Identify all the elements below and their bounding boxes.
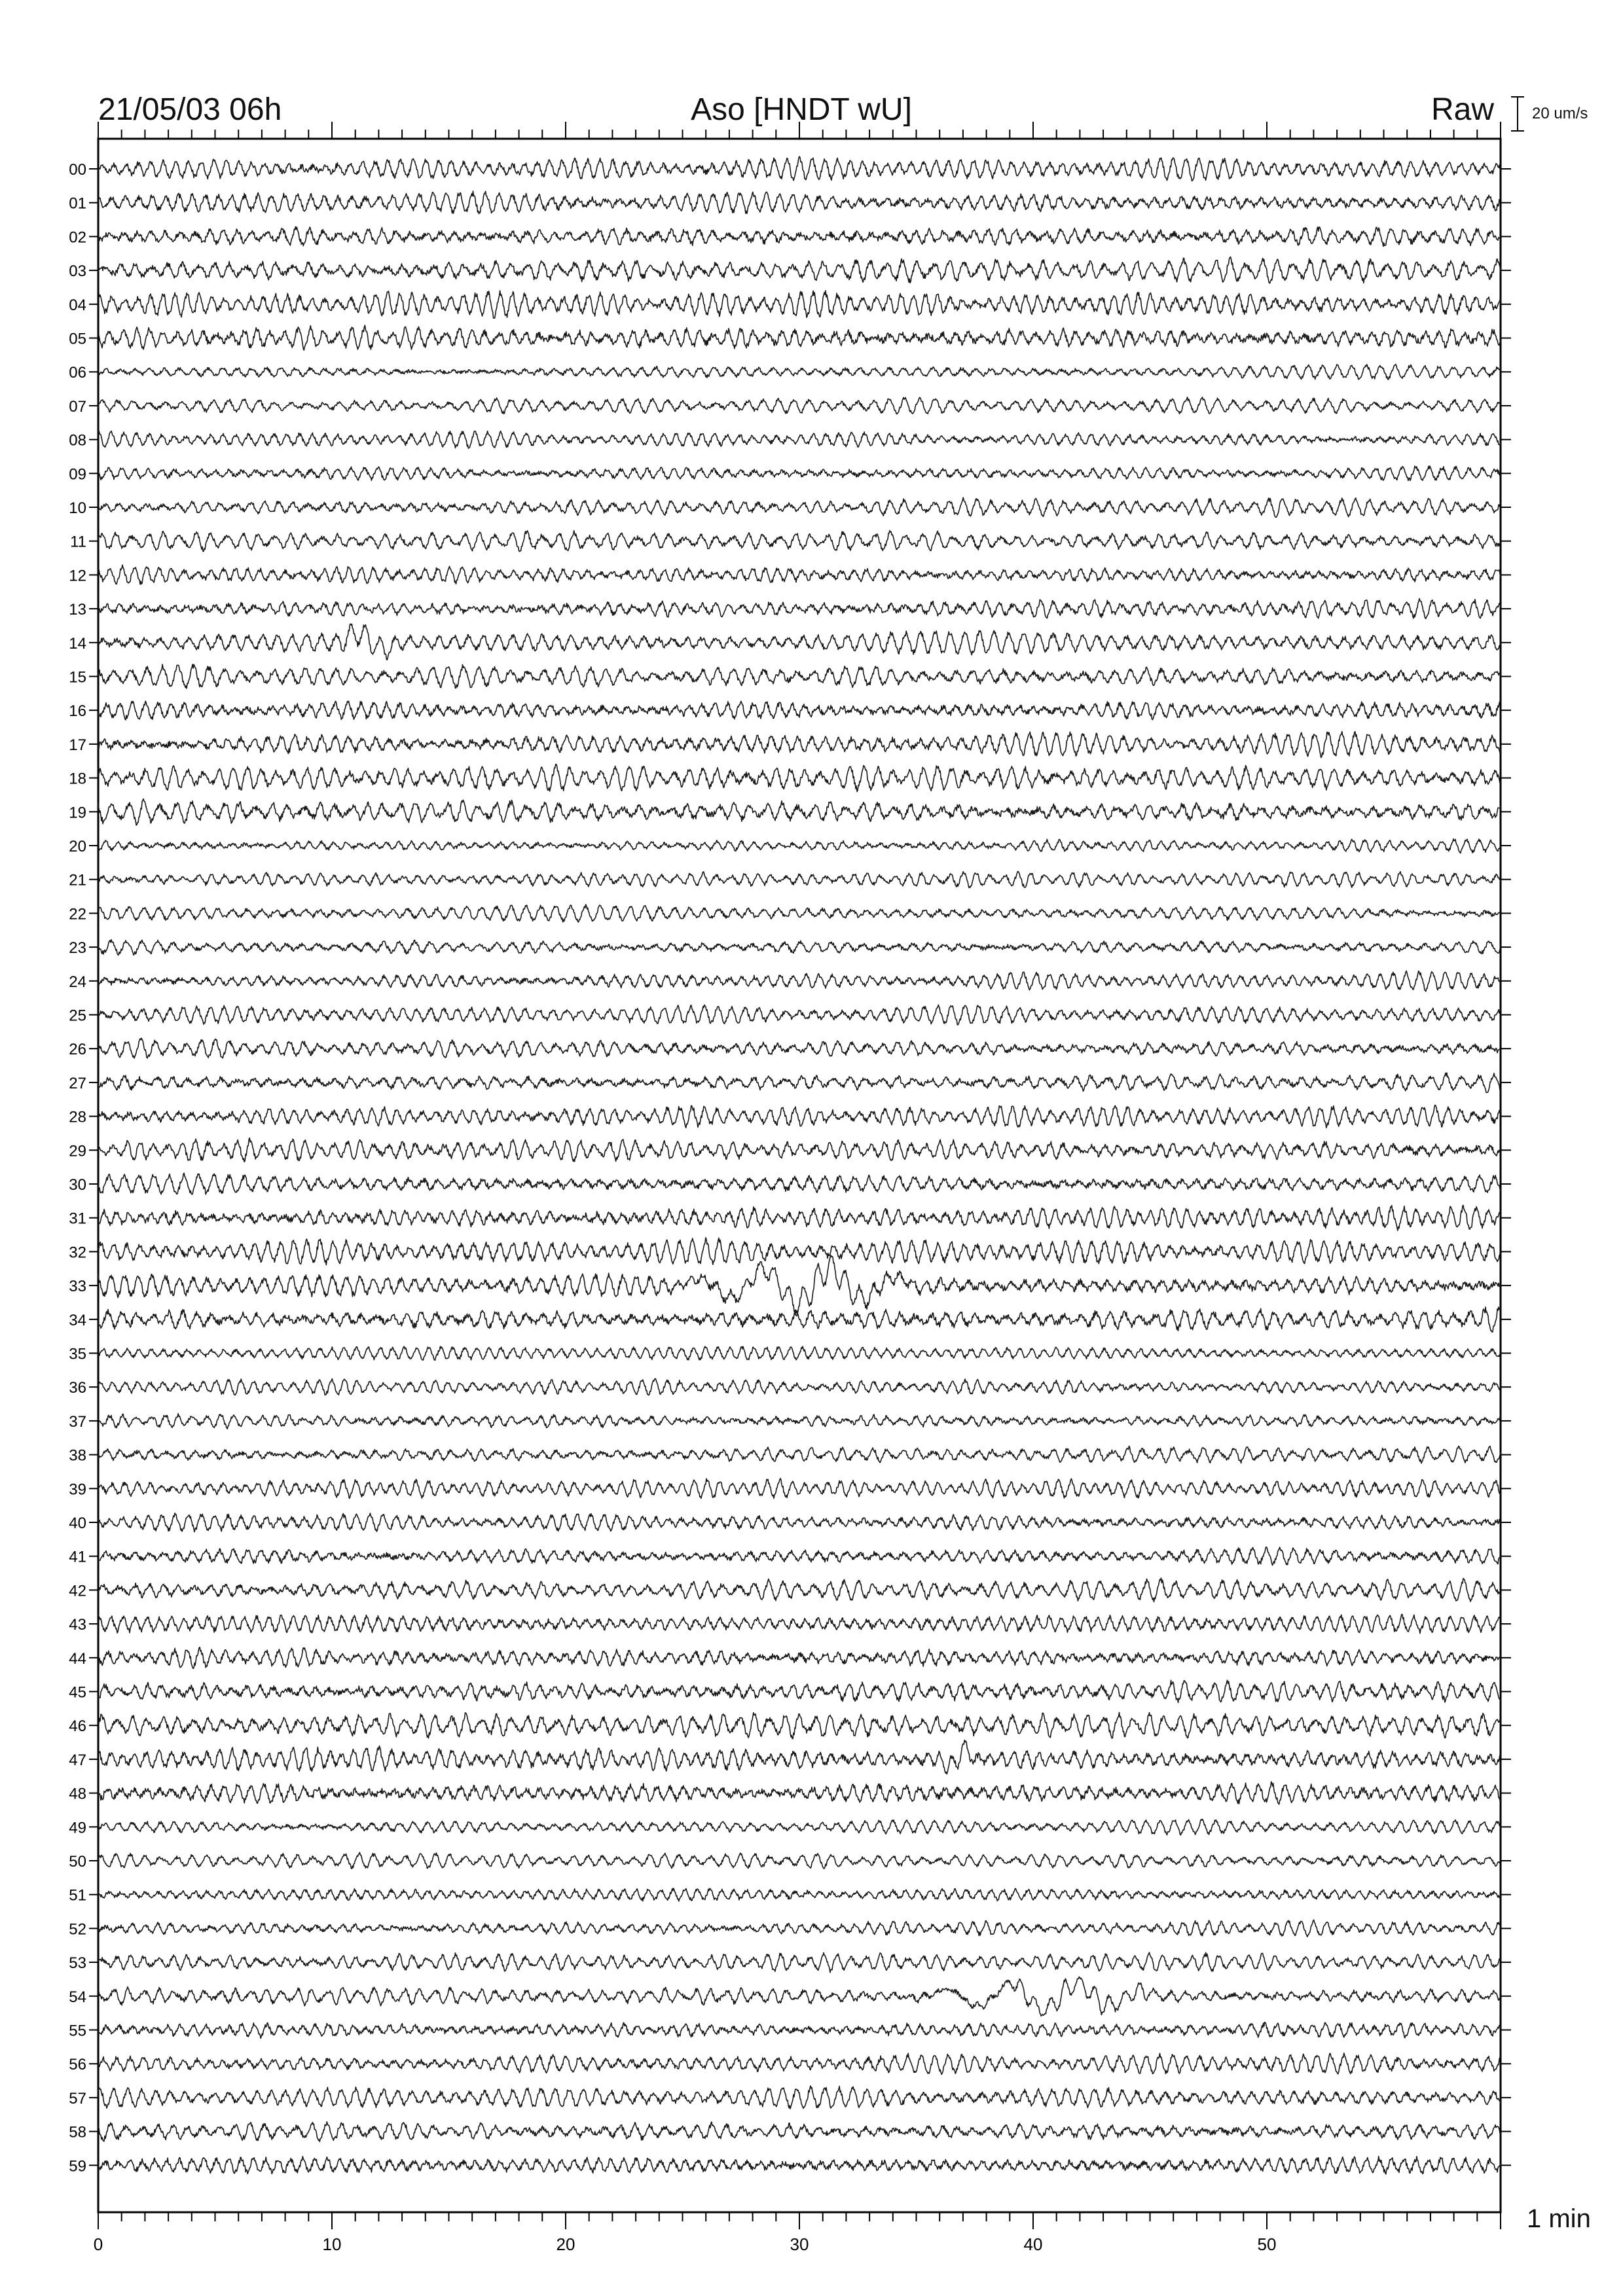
x-tick-label: 10 — [322, 2234, 342, 2254]
row-label: 26 — [69, 1041, 86, 1059]
x-tick-label: 0 — [93, 2234, 103, 2254]
trace-row — [98, 599, 1501, 619]
row-label: 05 — [69, 330, 86, 348]
trace-row — [98, 1513, 1501, 1532]
row-label: 21 — [69, 871, 86, 889]
trace-row — [98, 701, 1501, 720]
trace-row — [98, 156, 1501, 181]
trace-row — [98, 2086, 1501, 2109]
trace-row — [98, 2053, 1501, 2075]
date-title: 21/05/03 06h — [98, 92, 282, 127]
row-label: 34 — [69, 1311, 86, 1329]
mode-label: Raw — [1431, 92, 1495, 127]
trace-row — [98, 365, 1501, 380]
x-tick-label: 50 — [1257, 2234, 1277, 2254]
trace-row — [98, 872, 1501, 888]
row-label: 54 — [69, 1988, 86, 2006]
row-label: 06 — [69, 364, 86, 382]
trace-row — [98, 624, 1501, 660]
trace-row — [98, 1712, 1501, 1738]
row-label: 38 — [69, 1446, 86, 1465]
row-label: 45 — [69, 1683, 86, 1702]
row-label: 24 — [69, 973, 86, 991]
trace-row — [98, 1614, 1501, 1633]
trace-row — [98, 191, 1501, 214]
row-label: 59 — [69, 2157, 86, 2176]
trace-row — [98, 226, 1501, 246]
trace-row — [98, 764, 1501, 792]
trace-row — [98, 1346, 1501, 1360]
trace-row — [98, 1073, 1501, 1092]
row-label: 22 — [69, 905, 86, 924]
row-label: 52 — [69, 1920, 86, 1939]
trace-row — [98, 1105, 1501, 1128]
row-label: 29 — [69, 1142, 86, 1160]
trace-row — [98, 905, 1501, 922]
trace-row — [98, 291, 1501, 318]
trace-row — [98, 1479, 1501, 1499]
row-label: 14 — [69, 634, 86, 653]
row-label: 18 — [69, 770, 86, 788]
row-label: 28 — [69, 1108, 86, 1126]
trace-row — [98, 397, 1501, 414]
trace-row — [98, 565, 1501, 584]
row-label: 08 — [69, 431, 86, 450]
row-label: 51 — [69, 1886, 86, 1905]
trace-row — [98, 1205, 1501, 1230]
row-label: 56 — [69, 2056, 86, 2074]
trace-row — [98, 2022, 1501, 2039]
trace-row — [98, 1238, 1501, 1265]
trace-row — [98, 940, 1501, 956]
x-tick-label: 40 — [1023, 2234, 1043, 2254]
row-label: 33 — [69, 1278, 86, 1296]
row-label: 49 — [69, 1819, 86, 1837]
row-label: 37 — [69, 1412, 86, 1431]
trace-row — [98, 531, 1501, 552]
row-label: 50 — [69, 1853, 86, 1871]
trace-row — [98, 325, 1501, 350]
row-label: 47 — [69, 1751, 86, 1769]
trace-row — [98, 1038, 1501, 1058]
trace-row — [98, 1888, 1501, 1901]
row-label: 15 — [69, 668, 86, 687]
row-label: 17 — [69, 736, 86, 754]
row-label: 55 — [69, 2022, 86, 2040]
row-label: 00 — [69, 161, 86, 179]
trace-row — [98, 466, 1501, 480]
row-label: 40 — [69, 1515, 86, 1532]
trace-row — [98, 664, 1501, 689]
trace-row — [98, 732, 1501, 758]
trace-row — [98, 1414, 1501, 1429]
row-label: 32 — [69, 1244, 86, 1262]
trace-row — [98, 1378, 1501, 1395]
trace-row — [98, 1307, 1501, 1332]
row-label: 02 — [69, 228, 86, 247]
trace-row — [98, 1005, 1501, 1025]
trace-row — [98, 2157, 1501, 2174]
trace-row — [98, 1977, 1501, 2016]
plot-frame — [98, 139, 1501, 2212]
row-label: 36 — [69, 1379, 86, 1397]
row-label: 41 — [69, 1548, 86, 1566]
row-label: 30 — [69, 1176, 86, 1194]
scale-label: 20 um/s — [1532, 105, 1588, 122]
row-label: 42 — [69, 1582, 86, 1600]
trace-row — [98, 1952, 1501, 1973]
row-label: 11 — [70, 533, 86, 551]
row-label: 25 — [69, 1007, 86, 1025]
x-tick-label: 30 — [790, 2234, 809, 2254]
trace-row — [98, 1578, 1501, 1602]
trace-row — [98, 971, 1501, 991]
trace-row — [98, 497, 1501, 517]
trace-row — [98, 1255, 1501, 1316]
row-label: 46 — [69, 1717, 86, 1736]
row-label: 43 — [69, 1616, 86, 1634]
trace-row — [98, 1852, 1501, 1869]
trace-row — [98, 1782, 1501, 1804]
row-label: 57 — [69, 2089, 86, 2108]
row-label: 44 — [69, 1649, 86, 1668]
row-label: 01 — [69, 194, 86, 213]
row-label: 27 — [69, 1074, 86, 1092]
row-label: 35 — [69, 1345, 86, 1363]
trace-row — [98, 1820, 1501, 1835]
trace-row — [98, 1138, 1501, 1162]
row-label: 58 — [69, 2123, 86, 2142]
trace-row — [98, 839, 1501, 853]
row-label: 03 — [69, 262, 86, 281]
trace-row — [98, 1920, 1501, 1937]
row-label: 13 — [69, 601, 86, 619]
trace-row — [98, 2122, 1501, 2142]
trace-row — [98, 431, 1501, 448]
trace-row — [98, 1547, 1501, 1566]
station-title: Aso [HNDT wU] — [691, 92, 912, 127]
row-label: 04 — [69, 296, 86, 314]
x-tick-label: 20 — [556, 2234, 575, 2254]
row-label: 10 — [69, 499, 86, 517]
trace-row — [98, 257, 1501, 283]
trace-row — [98, 1446, 1501, 1463]
row-label: 09 — [69, 465, 86, 484]
trace-row — [98, 1173, 1501, 1194]
trace-row — [98, 799, 1501, 825]
row-label: 19 — [69, 804, 86, 822]
row-label: 53 — [69, 1954, 86, 1973]
trace-row — [98, 1647, 1501, 1669]
trace-row — [98, 1680, 1501, 1702]
row-label: 20 — [69, 838, 86, 855]
row-label: 23 — [69, 939, 86, 958]
row-label: 48 — [69, 1785, 86, 1803]
x-axis-unit-label: 1 min — [1527, 2204, 1591, 2233]
row-label: 07 — [69, 397, 86, 416]
row-label: 31 — [69, 1210, 86, 1228]
row-label: 16 — [69, 702, 86, 721]
row-label: 12 — [69, 567, 86, 585]
row-label: 39 — [69, 1480, 86, 1499]
trace-row — [98, 1740, 1501, 1774]
